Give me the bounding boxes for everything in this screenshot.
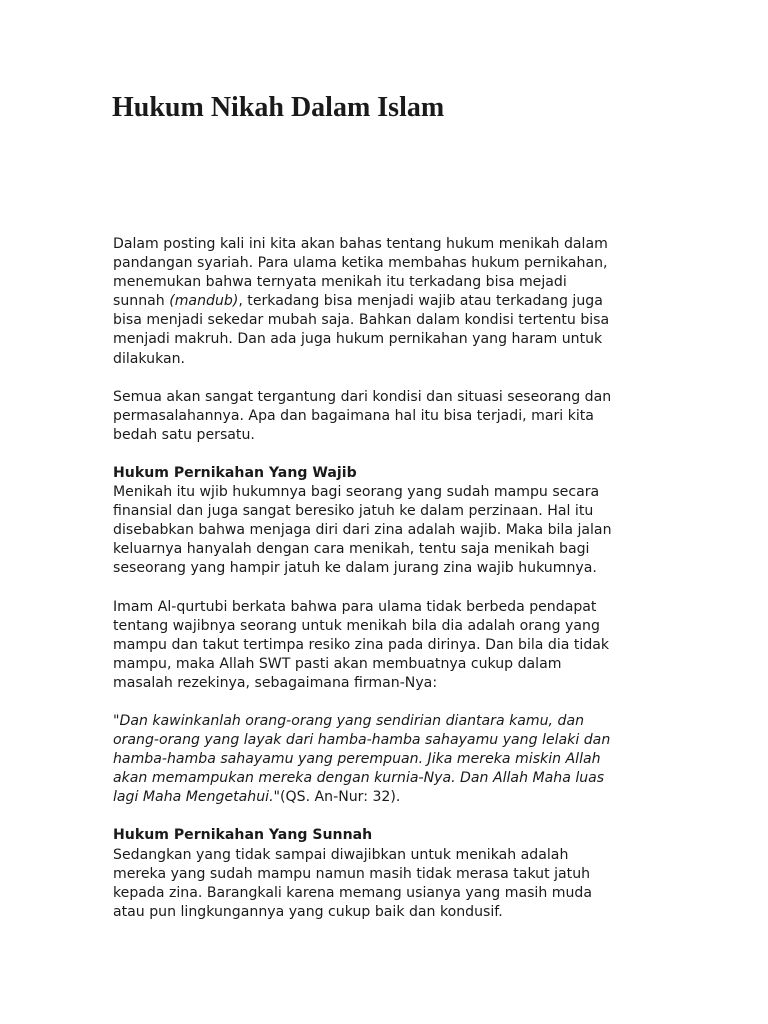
text-line: atau pun lingkungannya yang cukup baik dan kondusif.	[113, 903, 503, 920]
section-heading-sunnah: Hukum Pernikahan Yang Sunnah	[113, 827, 373, 844]
quote-citation: (QS. An-Nur: 32).	[280, 789, 401, 806]
quote-line: orang-orang yang layak dari hamba-hamba sahayamu yang lelaki dan	[113, 732, 611, 749]
quote-line	[113, 788, 713, 807]
quran-quote	[113, 712, 713, 807]
text-line: keluarnya hanyalah dengan cara menikah, tentu saja menikah bagi	[113, 541, 590, 558]
text-line: finansial dan juga sangat beresiko jatuh ke dalam perzinaan. Hal itu	[113, 503, 594, 520]
paragraph-overview	[113, 388, 713, 445]
paragraph-wajib	[113, 483, 713, 578]
text-line: pandangan syariah. Para ulama ketika membahas hukum pernikahan,	[113, 255, 608, 272]
quote-line: "Dan kawinkanlah orang-orang yang sendirian diantara kamu, dan	[113, 712, 585, 729]
text-line: tentang wajibnya seorang untuk menikah bila dia adalah orang yang	[113, 617, 600, 634]
text-line: Imam Al-qurtubi berkata bahwa para ulama tidak berbeda pendapat	[113, 598, 597, 615]
paragraph-sunnah	[113, 846, 713, 922]
text-line: bisa menjadi sekedar mubah saja. Bahkan dalam kondisi tertentu bisa	[113, 312, 610, 329]
text-line: Sedangkan yang tidak sampai diwajibkan untuk menikah adalah	[113, 846, 569, 863]
text-line: Dalam posting kali ini kita akan bahas tentang hukum menikah dalam	[113, 236, 608, 252]
text-line	[113, 292, 713, 311]
quote-line: hamba-hamba sahayamu yang perempuan. Jika mereka miskin Allah	[113, 751, 601, 768]
text-line: permasalahannya. Apa dan bagaimana hal itu bisa terjadi, mari kita	[113, 407, 594, 424]
text-line: dilakukan.	[113, 350, 186, 367]
text-line: disebabkan bahwa menjaga diri dari zina adalah wajib. Maka bila jalan	[113, 522, 612, 539]
section-heading-wajib: Hukum Pernikahan Yang Wajib	[113, 464, 357, 481]
text-line: Menikah itu wjib hukumnya bagi seorang yang sudah mampu secara	[113, 484, 600, 501]
italic-term: (mandub)	[169, 293, 239, 310]
text-line: bedah satu persatu.	[113, 426, 255, 443]
text-line: Semua akan sangat tergantung dari kondisi dan situasi seseorang dan	[113, 388, 612, 405]
text-segment: , terkadang bisa menjadi wajib atau terkadang juga	[238, 293, 603, 310]
text-line: seseorang yang hampir jatuh ke dalam jurang zina wajib hukumnya.	[113, 560, 597, 577]
text-line: menemukan bahwa ternyata menikah itu terkadang bisa mejadi	[113, 274, 567, 291]
paragraph-intro	[113, 235, 713, 369]
text-line: mereka yang sudah mampu namun masih tidak merasa takut jatuh	[113, 865, 591, 882]
text-line: masalah rezekinya, sebagaimana firman-Nya:	[113, 674, 438, 691]
text-line: mampu dan takut tertimpa resiko zina pada dirinya. Dan bila dia tidak	[113, 636, 610, 653]
text-line: kepada zina. Barangkali karena memang usianya yang masih muda	[113, 884, 593, 901]
quote-line: akan memampukan mereka dengan kurnia-Nya. Dan Allah Maha luas	[113, 770, 605, 787]
quote-segment: lagi Maha Mengetahui."	[113, 789, 281, 806]
paragraph-qurtubi	[113, 598, 713, 693]
text-line: menjadi makruh. Dan ada juga hukum pernikahan yang haram untuk	[113, 331, 603, 348]
text-segment: sunnah	[113, 293, 170, 310]
text-line: mampu, maka Allah SWT pasti akan membuatnya cukup dalam	[113, 655, 562, 672]
page-title: Hukum Nikah Dalam Islam	[112, 92, 445, 123]
article-body	[113, 235, 713, 922]
